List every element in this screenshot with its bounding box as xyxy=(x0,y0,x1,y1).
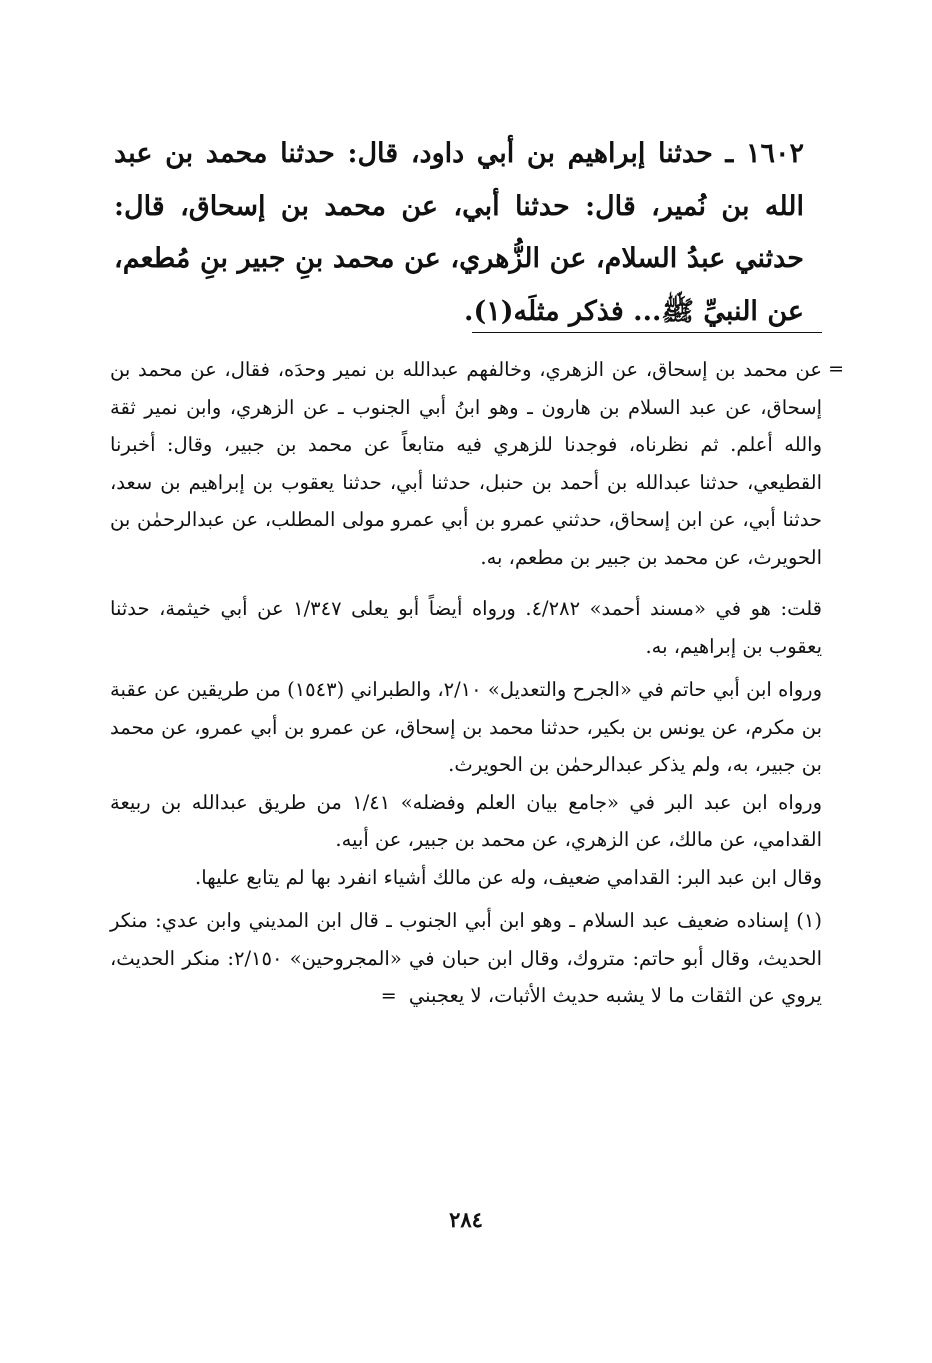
footnote-note-1 xyxy=(110,902,822,1016)
footnote-note-1-text: إسناده ضعيف عبد السلام ـ وهو ابن أبي الجنوب ـ قال ابن المديني وابن عدي: منكر الحديث، وقال أبو حاتم: متروك، وقال ابن حبان في «المجروحين» ٢/١٥٠: منكر الحديث، يروي عن الثقات ما لا يشبه حديث الأثبات، لا يعجبني xyxy=(110,909,822,1007)
footnote-paragraph-qult: قلت: هو في «مسند أحمد» ٤/٢٨٢. ورواه أيضاً أبو يعلى ١/٣٤٧ عن أبي خيثمة، حدثنا يعقوب بن إبراهيم، به. xyxy=(110,597,822,658)
hadith-number: ١٦٠٢ xyxy=(745,138,804,169)
footnotes-section xyxy=(110,351,844,1016)
footnote-number: (١) xyxy=(796,909,822,932)
hadith-body: ـ حدثنا إبراهيم بن أبي داود، قال: حدثنا محمد بن عبد الله بن نُمير، قال: حدثنا أبي، عن محمد بن إسحاق، قال: حدثني عبدُ السلام، عن الزُّهري، عن محمد بنِ جبير بنِ مُطعم، عن النبيِّ ﷺ... فذكر مثلَه(١). xyxy=(114,138,804,327)
footnote-paragraph-abdulbarr-said: وقال ابن عبد البر: القدامي ضعيف، وله عن مالك أشياء انفرد بها لم يتابع عليها. xyxy=(195,865,822,889)
continuation-mark-end: = xyxy=(380,985,397,1007)
paragraph-gap xyxy=(110,576,822,590)
footnote-continued-paragraph xyxy=(110,351,844,576)
footnote-divider xyxy=(472,332,822,333)
footnote-continued-text: عن محمد بن إسحاق، عن الزهري، وخالفهم عبدالله بن نمير وحدَه، فقال، عن محمد بن إسحاق، عن عبد السلام بن هارون ـ وهو ابنُ أبي الجنوب ـ عن الزهري، وابن نمير ثقة والله أعلم. ثم نظرناه، فوجدنا للزهري فيه متابعاً عن محمد بن جبير، وقال: أخبرنا القطيعي، حدثنا عبدالله بن أحمد بن حنبل، حدثنا أبي، حدثنا يعقوب بن إبراهيم بن سعد، حدثنا أبي، عن ابن إسحاق، حدثني عمرو بن أبي عمرو مولى المطلب، عن عبدالرحمٰن بن الحويرث، عن محمد بن جبير بن مطعم، به. xyxy=(110,358,822,569)
page-number: ٢٨٤ xyxy=(449,1207,483,1232)
continuation-mark-start: = xyxy=(828,358,844,380)
footnote-paragraph-abihatim: ورواه ابن أبي حاتم في «الجرح والتعديل» ٢/١٠، والطبراني (١٥٤٣) من طريقين عن عقبة بن مكرم، عن يونس بن بكير، حدثنا محمد بن إسحاق، عن عمرو بن أبي عمرو، عن محمد بن جبير، به، ولم يذكر عبدالرحمٰن بن الحويرث. xyxy=(110,678,822,776)
footnote-paragraph-abdulbarr: ورواه ابن عبد البر في «جامع بيان العلم وفضله» ١/٤١ من طريق عبدالله بن ربيعة القدامي، عن مالك، عن الزهري، عن محمد بن جبير، عن أبيه. xyxy=(110,790,822,851)
main-hadith-text xyxy=(114,128,804,338)
